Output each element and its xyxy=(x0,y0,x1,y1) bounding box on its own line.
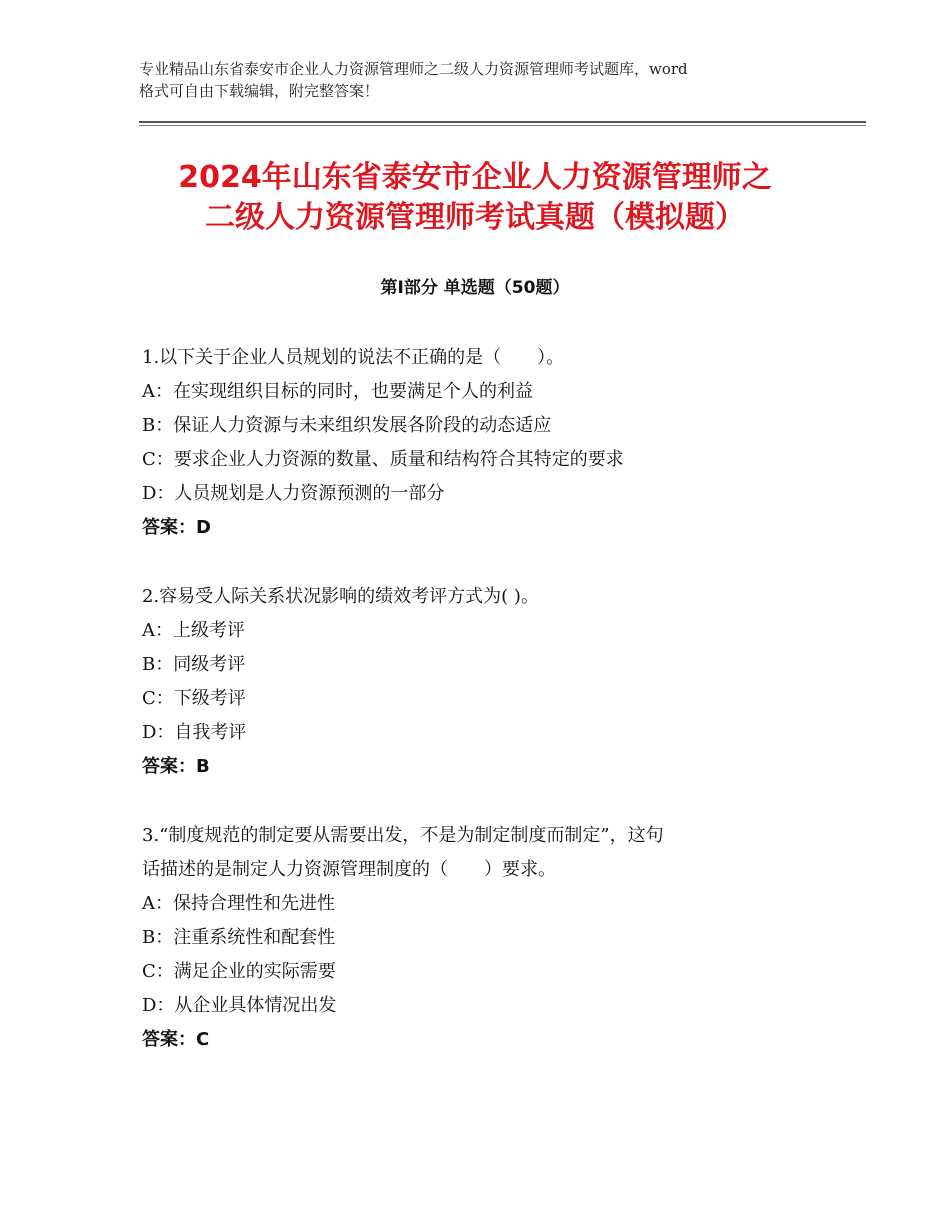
option-a: A：在实现组织目标的同时，也要满足个人的利益 xyxy=(142,381,533,402)
option-d: D：人员规划是人力资源预测的一部分 xyxy=(142,483,445,504)
option-a: A：保持合理性和先进性 xyxy=(142,893,335,914)
document-title-line: 2024年山东省泰安市企业人力资源管理师之 xyxy=(178,160,772,195)
question-block xyxy=(142,580,822,784)
option-d: D：自我考评 xyxy=(142,722,247,743)
option-b: B：保证人力资源与未来组织发展各阶段的动态适应 xyxy=(142,415,552,436)
header-divider xyxy=(139,121,866,123)
option-c: C：要求企业人力资源的数量、质量和结构符合其特定的要求 xyxy=(142,449,624,470)
answer-label: 答案：D xyxy=(142,517,211,538)
answer-label: 答案：B xyxy=(142,756,210,777)
section-title: 第Ⅰ部分 单选题（50题） xyxy=(380,278,570,298)
option-c: C：满足企业的实际需要 xyxy=(142,961,336,982)
header-note-line: 专业精品山东省泰安市企业人力资源管理师之二级人力资源管理师考试题库，word xyxy=(139,60,688,78)
option-d: D：从企业具体情况出发 xyxy=(142,995,337,1016)
question-block xyxy=(142,819,822,1057)
option-a: A：上级考评 xyxy=(142,620,245,641)
question-stem: 1.以下关于企业人员规划的说法不正确的是（ ）。 xyxy=(142,347,565,368)
header-note xyxy=(139,58,829,102)
document-title xyxy=(100,158,850,238)
header-note-line: 格式可自由下载编辑，附完整答案！ xyxy=(139,82,380,100)
option-b: B：同级考评 xyxy=(142,654,246,675)
option-c: C：下级考评 xyxy=(142,688,246,709)
question-stem: 话描述的是制定人力资源管理制度的（ ）要求。 xyxy=(142,859,556,880)
question-stem: 2.容易受人际关系状况影响的绩效考评方式为( )。 xyxy=(142,586,539,607)
question-stem: 3.“制度规范的制定要从需要出发，不是为制定制度而制定”，这句 xyxy=(142,825,664,846)
question-block xyxy=(142,341,822,545)
header-divider xyxy=(139,125,866,126)
option-b: B：注重系统性和配套性 xyxy=(142,927,336,948)
answer-label: 答案：C xyxy=(142,1029,210,1050)
document-title-line: 二级人力资源管理师考试真题（模拟题） xyxy=(205,200,745,235)
